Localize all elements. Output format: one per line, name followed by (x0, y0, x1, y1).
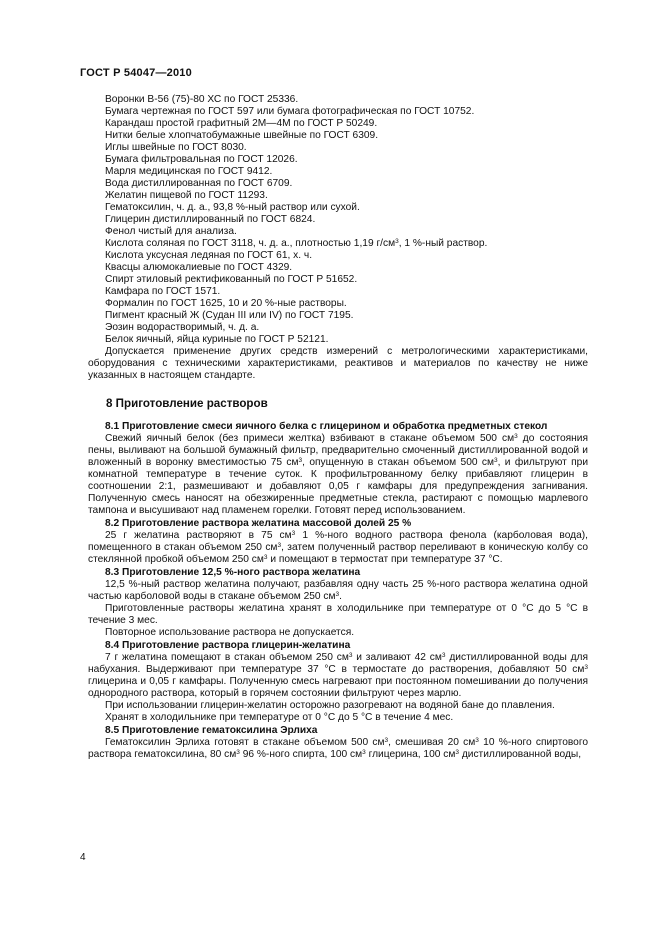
materials-item: Иглы швейные по ГОСТ 8030. (105, 142, 247, 153)
materials-item: Бумага фильтровальная по ГОСТ 12026. (105, 154, 298, 165)
subsection-8-2-heading: 8.2 Приготовление раствора желатина массовой долей 25 % (105, 518, 412, 529)
subsection-8-3-paragraph: Повторное использование раствора не допускается. (105, 627, 355, 638)
subsection-8-3-paragraph: Приготовленные растворы желатина хранят в холодильнике при температуре от 0 °C до 5 °C в течение 3 мес. (88, 603, 588, 626)
materials-item: Формалин по ГОСТ 1625, 10 и 20 %-ные растворы. (105, 298, 347, 309)
materials-item: Фенол чистый для анализа. (105, 226, 237, 237)
subsection-8-1-text: Свежий яичный белок (без примеси желтка) взбивают в стакане объемом 500 $см^3$ до состояния пены, выливают на большой бумажный фильтр, предварительно смоченный дистиллированной водой и вложенный в воронку вместимостью 75 $см^3$, опущенную в стакан объемом 500 $см^3$, и фильтруют при комнатной температуре в течение суток. К профильтрованному белку прибавляют глицерин в соотношении 2:1, размешивают и добавляют 0,05 г камфары для предупреждения загнивания. Полученную смесь наносят на обезжиренные предметные стекла, растирают с помощью марлевого тампона и высушивают над пламенем горелки. Готовят перед использованием. (88, 433, 589, 516)
subsection-8-4-paragraph: Хранят в холодильнике при температуре от 0 °C до 5 °C в течение 4 мес. (105, 712, 454, 723)
document-header: ГОСТ Р 54047—2010 (80, 67, 192, 79)
materials-item: Пигмент красный Ж (Судан III или IV) по ГОСТ 7195. (105, 310, 354, 321)
subsection-8-5-heading: 8.5 Приготовление гематоксилина Эрлиха (105, 725, 318, 736)
page-number: 4 (80, 852, 86, 863)
section-8-title: 8 Приготовление растворов (106, 397, 268, 410)
subsection-8-4-paragraph: При использовании глицерин-желатин осторожно разогревают на водяной бане до плавления. (105, 700, 555, 711)
materials-item: Квасцы алюмокалиевые по ГОСТ 4329. (105, 262, 293, 273)
materials-item: Кислота соляная по ГОСТ 3118, ч. д. а., плотностью 1,19 $г/см^3$, 1 %-ный раствор. (105, 238, 488, 249)
subsection-8-3-heading: 8.3 Приготовление 12,5 %-ного раствора желатина (105, 567, 361, 578)
materials-item: Воронки В-56 (75)-80 ХС по ГОСТ 25336. (105, 94, 299, 105)
subsection-8-2-text: 25 г желатина растворяют в 75 $см^3$ 1 %-ного водного раствора фенола (карболовая вода), помещенного в стакан объемом 250 $см^3$, затем полученный раствор переливают в коническую колбу со стеклянной пробкой объемом 250 $см^3$ и помещают в термостат при температуре 37 °C. (88, 530, 588, 565)
materials-item: Белок яичный, яйца куриные по ГОСТ Р 52121. (105, 334, 329, 345)
materials-item: Камфара по ГОСТ 1571. (105, 286, 221, 297)
materials-item: Нитки белые хлопчатобумажные швейные по ГОСТ 6309. (105, 130, 379, 141)
materials-note: Допускается применение других средств измерений с метрологическими характеристиками, оборудования с техническими характеристиками, реактивов и материалов по качеству не ниже указанных в настоящем стандарте. (88, 346, 588, 381)
materials-item: Бумага чертежная по ГОСТ 597 или бумага фотографическая по ГОСТ 10752. (105, 106, 475, 117)
document-body (88, 94, 588, 761)
materials-item: Карандаш простой графитный 2М—4М по ГОСТ Р 50249. (105, 118, 378, 129)
materials-item: Гематоксилин, ч. д. а., 93,8 %-ный раствор или сухой. (105, 202, 360, 213)
subsection-8-4-paragraph: 7 г желатина помещают в стакан объемом 250 $см^3$ и заливают 42 $см^3$ дистиллированной воды для набухания. Выдерживают при температуре 37 °C в термостате до растворения, добавляют 50 $см^3$ глицерина и 0,05 г камфары. Полученную смесь нагревают при постоянном помешивании до получения однородного раствора, который в горячем состоянии фильтруют через марлю. (88, 652, 588, 699)
materials-item: Вода дистиллированная по ГОСТ 6709. (105, 178, 293, 189)
materials-list (88, 94, 588, 346)
subsection-8-3-paragraph: 12,5 %-ный раствор желатина получают, разбавляя одну часть 25 %-ного раствора желатина одной частью карболовой воды в стакане объемом 250 $см^3$. (88, 579, 588, 602)
materials-item: Кислота уксусная ледяная по ГОСТ 61, х. ч. (105, 250, 313, 261)
subsection-8-1-heading: 8.1 Приготовление смеси яичного белка с глицерином и обработка предметных стекол (105, 421, 548, 432)
materials-item: Спирт этиловый ректификованный по ГОСТ Р 51652. (105, 274, 358, 285)
materials-item: Глицерин дистиллированный по ГОСТ 6824. (105, 214, 316, 225)
materials-item: Марля медицинская по ГОСТ 9412. (105, 166, 273, 177)
materials-item: Эозин водорастворимый, ч. д. а. (105, 322, 260, 333)
subsection-8-5-paragraph: Гематоксилин Эрлиха готовят в стакане объемом 500 $см^3$, смешивая 20 $см^3$ 10 %-ного спиртового раствора гематоксилина, 80 $см^3$ 96 %-ного спирта, 100 $см^3$ глицерина, 100 $см^3$ дистиллированной воды, (88, 737, 589, 760)
materials-item: Желатин пищевой по ГОСТ 11293. (105, 190, 268, 201)
subsection-8-4-heading: 8.4 Приготовление раствора глицерин-желатина (105, 640, 351, 651)
